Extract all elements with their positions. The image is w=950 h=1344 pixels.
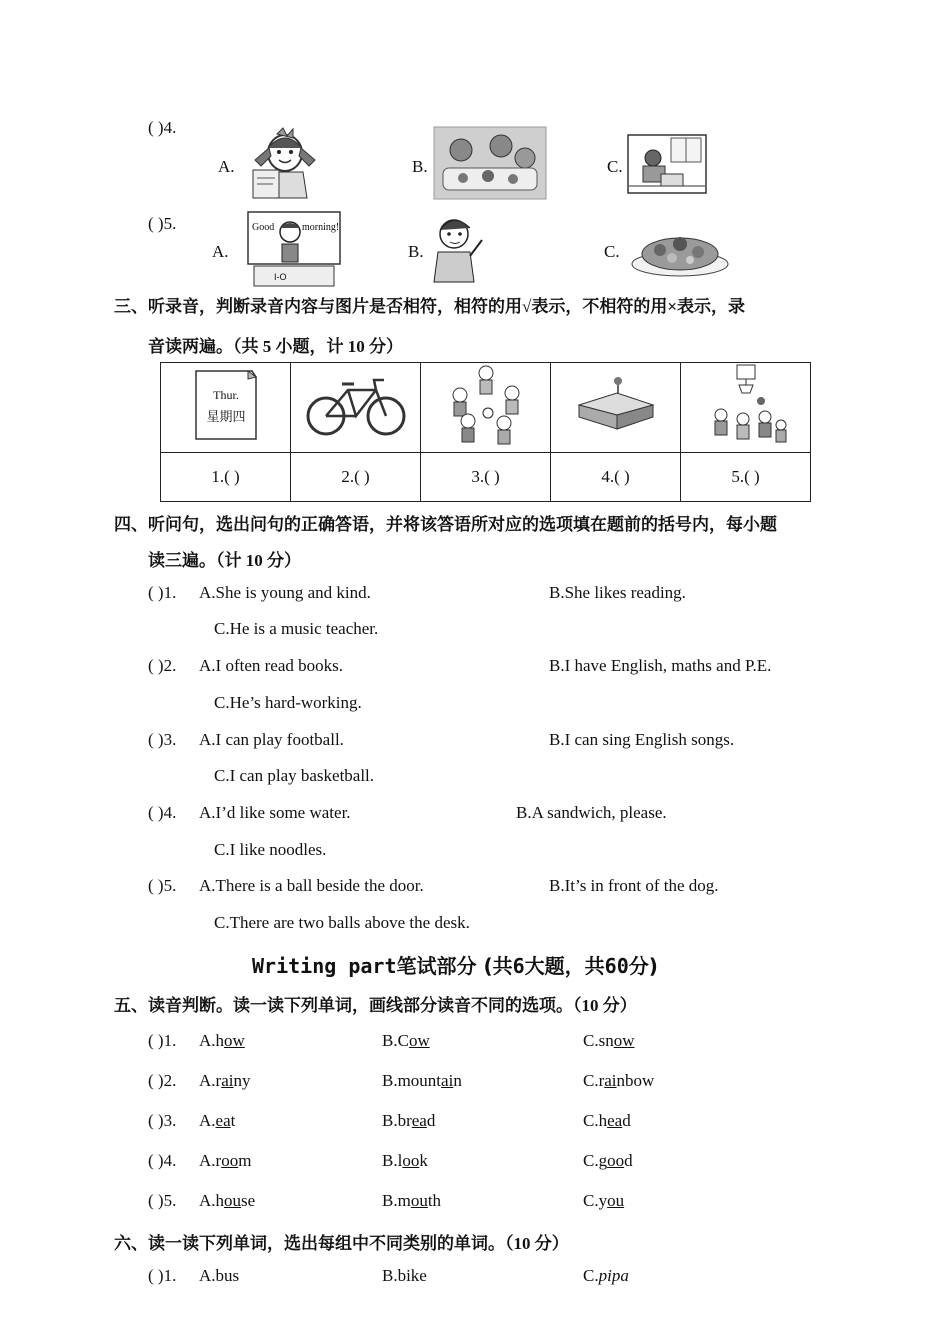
table-cell-bicycle bbox=[291, 363, 421, 453]
children-football-picture bbox=[438, 363, 534, 447]
s6-q1-option-b: B.bike bbox=[382, 1266, 427, 1285]
board-text-good: Good bbox=[252, 222, 275, 233]
s5-q5-number[interactable]: ( )5. bbox=[148, 1191, 177, 1210]
s4-q2-option-b: B.I have English, maths and P.E. bbox=[549, 656, 772, 675]
s5-q1-option-b: B.Cow bbox=[382, 1031, 430, 1050]
s4-q5-number[interactable]: ( )5. bbox=[148, 876, 177, 895]
s5-q5-option-c: C.you bbox=[583, 1191, 625, 1210]
desk-text: I-O bbox=[274, 272, 287, 282]
q5-option-a-label: A. bbox=[212, 242, 229, 261]
salad-plate-picture bbox=[630, 228, 730, 278]
section-4-heading-line1: 四、听问句，选出问句的正确答语，并将该答语所对应的选项填在题前的括号内，每小题 bbox=[114, 515, 777, 534]
calendar-day-cn: 星期四 bbox=[205, 410, 246, 425]
s5-q2-option-c: C.rainbow bbox=[583, 1071, 655, 1090]
table-cell-sandwich bbox=[551, 363, 681, 453]
s4-q5-option-c: C.There are two balls above the desk. bbox=[214, 913, 470, 932]
s4-q1-option-b: B.She likes reading. bbox=[549, 583, 686, 602]
s5-q4-option-a: A.room bbox=[199, 1151, 252, 1170]
s4-q5-option-b: B.It’s in front of the dog. bbox=[549, 876, 719, 895]
s5-q1-option-c: C.snow bbox=[583, 1031, 635, 1050]
s5-q1-option-a: A.how bbox=[199, 1031, 245, 1050]
q4-option-b-label: B. bbox=[412, 157, 428, 176]
s5-q4-option-c: C.good bbox=[583, 1151, 633, 1170]
answer-cell-2[interactable]: 2.( ) bbox=[291, 453, 421, 502]
table-cell-football bbox=[421, 363, 551, 453]
s5-q5-option-a: A.house bbox=[199, 1191, 256, 1210]
q5-option-b-label: B. bbox=[408, 242, 424, 261]
s4-q4-option-a: A.I’d like some water. bbox=[199, 803, 351, 822]
s4-q2-option-c: C.He’s hard-working. bbox=[214, 693, 362, 712]
q5-number: ( )5. bbox=[148, 214, 177, 233]
s5-q2-option-a: A.rainy bbox=[199, 1071, 251, 1090]
s4-q4-option-b: B.A sandwich, please. bbox=[516, 803, 667, 822]
s5-q5-option-b: B.mouth bbox=[382, 1191, 442, 1210]
boy-pointing-picture bbox=[430, 214, 486, 284]
s5-q3-option-b: B.bread bbox=[382, 1111, 436, 1130]
bicycle-picture bbox=[304, 372, 408, 438]
q4-option-a-label: A. bbox=[218, 157, 235, 176]
s5-q2-option-b: B.mountain bbox=[382, 1071, 462, 1090]
s5-q3-option-c: C.head bbox=[583, 1111, 631, 1130]
s5-q4-number[interactable]: ( )4. bbox=[148, 1151, 177, 1170]
s4-q1-option-a: A.She is young and kind. bbox=[199, 583, 371, 602]
answer-cell-1[interactable]: 1.( ) bbox=[161, 453, 291, 502]
children-dinner-picture bbox=[433, 126, 547, 200]
s4-q5-option-a: A.There is a ball beside the door. bbox=[199, 876, 424, 895]
s4-q4-option-c: C.I like noodles. bbox=[214, 840, 327, 859]
s4-q3-number[interactable]: ( )3. bbox=[148, 730, 177, 749]
table-cell-basketball bbox=[681, 363, 811, 453]
answer-cell-5[interactable]: 5.( ) bbox=[681, 453, 811, 502]
s4-q2-option-a: A.I often read books. bbox=[199, 656, 343, 675]
girl-reading-book-picture bbox=[247, 126, 323, 200]
section-3-heading-line1: 三、听录音，判断录音内容与图片是否相符，相符的用√表示，不相符的用×表示，录 bbox=[114, 297, 746, 316]
calendar-day-en: Thur. bbox=[212, 388, 239, 402]
section-6-heading: 六、读一读下列单词，选出每组中不同类别的单词。（10 分） bbox=[114, 1234, 569, 1253]
s5-q1-number[interactable]: ( )1. bbox=[148, 1031, 177, 1050]
s5-q3-number[interactable]: ( )3. bbox=[148, 1111, 177, 1130]
child-at-computer-picture bbox=[627, 134, 707, 194]
s4-q4-number[interactable]: ( )4. bbox=[148, 803, 177, 822]
s4-q2-number[interactable]: ( )2. bbox=[148, 656, 177, 675]
answer-cell-3[interactable]: 3.( ) bbox=[421, 453, 551, 502]
s6-q1-option-a: A.bus bbox=[199, 1266, 240, 1285]
sandwich-picture bbox=[573, 375, 659, 435]
q5-option-c-label: C. bbox=[604, 242, 620, 261]
s6-q1-option-c: C.pipa bbox=[583, 1266, 629, 1285]
s6-q1-number[interactable]: ( )1. bbox=[148, 1266, 177, 1285]
s4-q3-option-a: A.I can play football. bbox=[199, 730, 344, 749]
s4-q3-option-c: C.I can play basketball. bbox=[214, 766, 375, 785]
s5-q2-number[interactable]: ( )2. bbox=[148, 1071, 177, 1090]
s4-q3-option-b: B.I can sing English songs. bbox=[549, 730, 735, 749]
writing-part-title: Writing part笔试部分 (共6大题，共60分) bbox=[252, 954, 658, 978]
board-text-morning: morning! bbox=[302, 222, 340, 233]
section-5-heading: 五、读音判断。读一读下列单词，画线部分读音不同的选项。（10 分） bbox=[114, 996, 637, 1015]
section-3-heading-line2: 音读两遍。（共 5 小题，计 10 分） bbox=[148, 337, 403, 356]
children-basketball-picture bbox=[703, 363, 789, 447]
teacher-good-morning-picture bbox=[246, 210, 342, 290]
s5-q4-option-b: B.look bbox=[382, 1151, 428, 1170]
q4-number: ( )4. bbox=[148, 118, 177, 137]
section-4-heading-line2: 读三遍。（计 10 分） bbox=[148, 551, 301, 570]
calendar-thursday-picture bbox=[190, 367, 262, 443]
s4-q1-number[interactable]: ( )1. bbox=[148, 583, 177, 602]
answer-cell-4[interactable]: 4.( ) bbox=[551, 453, 681, 502]
s5-q3-option-a: A.eat bbox=[199, 1111, 236, 1130]
q4-option-c-label: C. bbox=[607, 157, 623, 176]
section-3-picture-table bbox=[160, 362, 811, 502]
s4-q1-option-c: C.He is a music teacher. bbox=[214, 619, 379, 638]
table-cell-calendar bbox=[161, 363, 291, 453]
